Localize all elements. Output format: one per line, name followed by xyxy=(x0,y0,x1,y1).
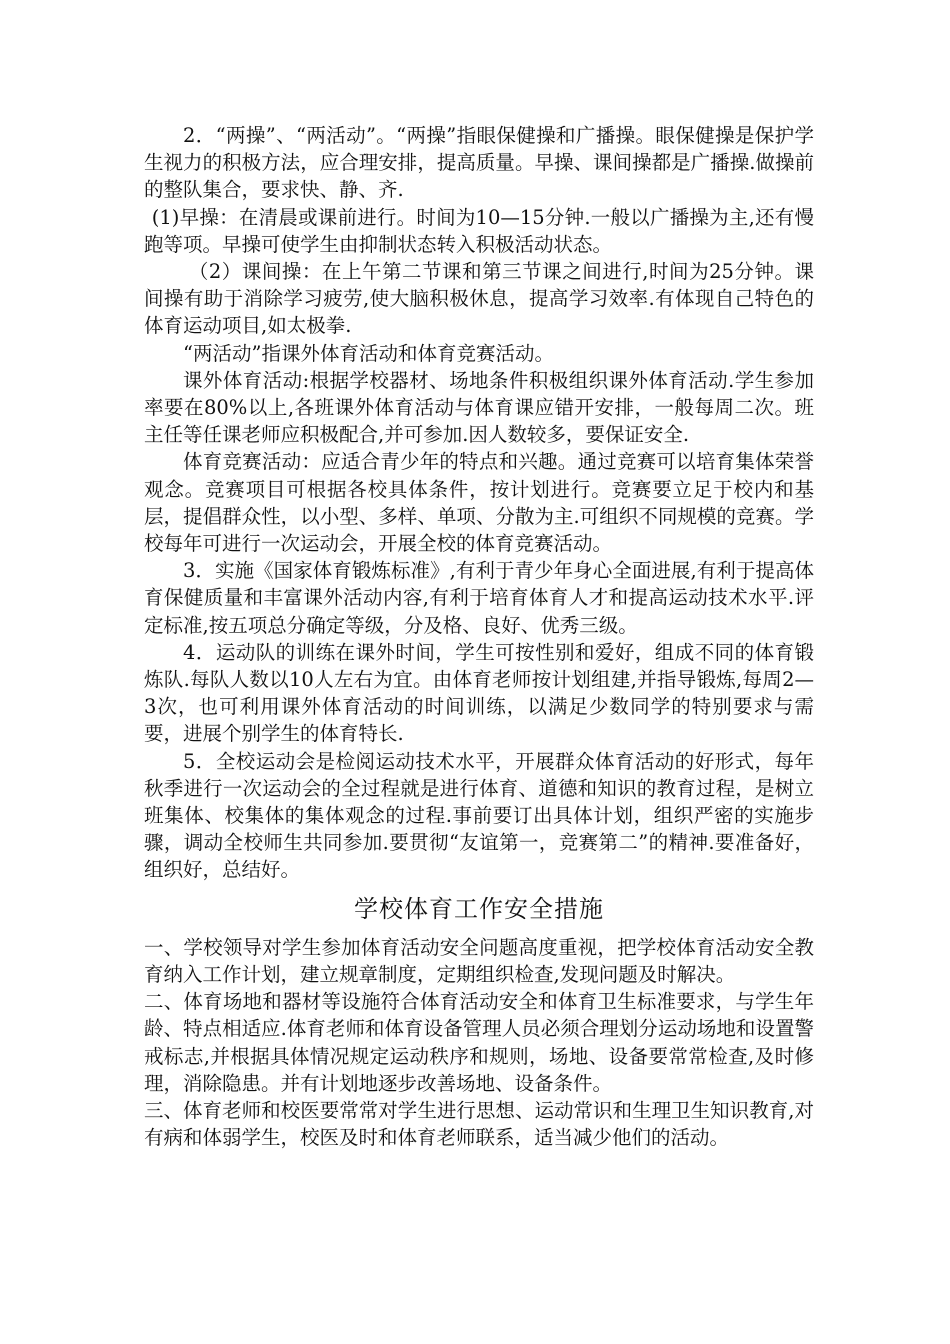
section-title: 学校体育工作安全措施 xyxy=(354,894,604,923)
paragraph-sports-meet: 5．全校运动会是检阅运动技术水平，开展群众体育活动的好形式，每年秋季进行一次运动会的全过程就是进行体育、道德和知识的教育过程，是树立班集体、校集体的集体观念的过程.事前要订出具体计划，组织严密的实施步骤，调动全校师生共同参加.要贯彻“友谊第一，竞赛第二”的精神.要准备好，组织好，总结好。 xyxy=(144,749,814,882)
paragraph-competition: 体育竞赛活动：应适合青少年的特点和兴趣。通过竞赛可以培育集体荣誉观念。竞赛项目可根据各校具体条件，按计划进行。竞赛要立足于校内和基层，提倡群众性，以小型、多样、单项、分散为主.可组织不同规模的竞赛。学校每年可进行一次运动会，开展全校的体育竞赛活动。 xyxy=(144,450,814,556)
paragraph-national-standard: 3．实施《国家体育锻炼标准》,有利于青少年身心全面进展,有利于提高体育保健质量和丰富课外活动内容,有利于培育体育人才和提高运动技术水平.评定标准,按五项总分确定等级，分及格、良好、优秀三级。 xyxy=(144,559,814,637)
paragraph-two-exercises: 2．“两操”、“两活动”。“两操”指眼保健操和广播操。眼保健操是保护学生视力的积极方法，应合理安排，提高质量。早操、课间操都是广播操.做操前的整队集合，要求快、静、齐. xyxy=(144,124,814,202)
paragraph-extracurricular: 课外体育活动:根据学校器材、场地条件积极组织课外体育活动.学生参加率要在80%以上,各班课外体育活动与体育课应错开安排，一般每周二次。班主任等任课老师应积极配合,并可参加.因人数较多，要保证安全. xyxy=(144,368,814,447)
paragraph-two-activities: “两活动”指课外体育活动和体育竞赛活动。 xyxy=(183,341,554,365)
paragraph-safety-3: 三、体育老师和校医要常常对学生进行思想、运动常识和生理卫生知识教育,对有病和体弱学生，校医及时和体育老师联系，适当减少他们的活动。 xyxy=(144,1098,814,1150)
paragraph-safety-1: 一、学校领导对学生参加体育活动安全问题高度重视，把学校体育活动安全教育纳入工作计划，建立规章制度，定期组织检查,发现问题及时解决。 xyxy=(144,935,814,986)
paragraph-break-exercise: （2）课间操：在上午第二节课和第三节课之间进行,时间为25分钟。课间操有助于消除学习疲劳,使大脑积极休息，提高学习效率.有体现自己特色的体育运动项目,如太极拳. xyxy=(144,260,814,338)
paragraph-morning-exercise: (1)早操：在清晨或课前进行。时间为10—15分钟.一般以广播操为主,还有慢跑等项。早操可使学生由抑制状态转入积极活动状态。 xyxy=(144,205,814,256)
paragraph-sports-team: 4．运动队的训练在课外时间，学生可按性别和爱好，组成不同的体育锻炼队.每队人数以10人左右为宜。由体育老师按计划组建,并指导锻炼,每周2—3次，也可利用课外体育活动的时间训练，以满足少数同学的特别要求与需要，进展个别学生的体育特长. xyxy=(144,640,814,746)
paragraph-safety-2: 二、体育场地和器材等设施符合体育活动安全和体育卫生标准要求，与学生年龄、特点相适应.体育老师和体育设备管理人员必须合理划分运动场地和设置警戒标志,并根据具体情况规定运动秩序和规则，场地、设备要常常检查,及时修理，消除隐患。并有计划地逐步改善场地、设备条件。 xyxy=(144,990,814,1095)
document-body xyxy=(144,122,814,1151)
